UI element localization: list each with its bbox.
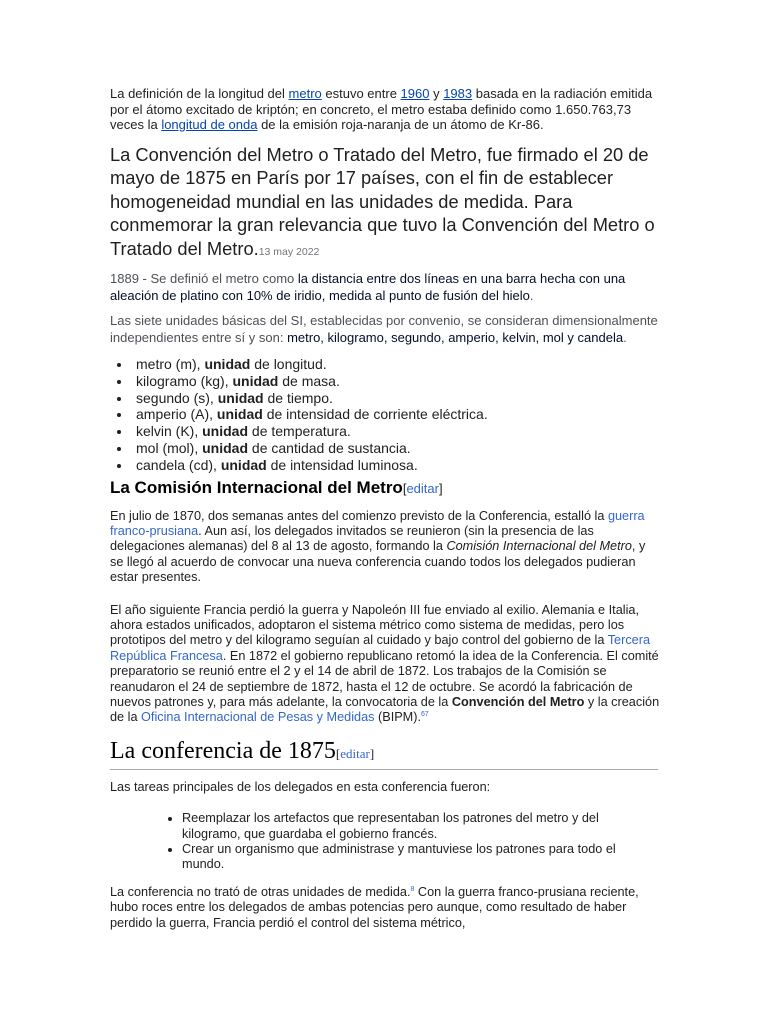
link-1983[interactable]: 1983 [443, 86, 473, 101]
list-item: • kelvin (K), unidad de temperatura. [132, 423, 660, 440]
tasks-list [110, 811, 660, 873]
featured-snippet: La Convención del Metro o Tratado del Metro, fue firmado el 20 de mayo de 1875 en París por 17 países, con el fin de establecer homogeneidad mundial en las unidades de medida. Para conmemorar la gran relevancia que tuvo la Convención del Metro o Tratado del Metro.13 may 2022 [110, 143, 655, 259]
highlighted-text: metro, kilogramo, segundo, amperio, kelvin, mol y candela [287, 329, 624, 345]
list-item: • amperio (A), unidad de intensidad de corriente eléctrica. [132, 406, 660, 423]
paragraph-1889: 1889 - Se definió el metro como la distancia entre dos líneas en una barra hecha con una aleación de platino con 10% de iridio, medida al punto de fusión del hielo. [110, 271, 626, 303]
edit-link[interactable]: editar [340, 745, 370, 761]
snippet-date: 13 may 2022 [258, 245, 320, 258]
link-1960[interactable]: 1960 [400, 86, 430, 101]
link-bipm[interactable]: Oficina Internacional de Pesas y Medidas [141, 710, 375, 725]
intro-paragraph: La definición de la longitud del metro estuvo entre 1960 y 1983 basada en la radiación emitida por el átomo excitado de kriptón; en concreto, el metro estaba definido como 1.650.763,73 veces la longitud de onda de la emisión roja-naranja de un átomo de Kr-86. [110, 86, 653, 132]
list-item: • metro (m), unidad de longitud. [132, 356, 660, 373]
list-item: • Crear un organismo que administrase y mantuviese los patrones para todo el mundo. [182, 842, 660, 873]
document-page [110, 86, 660, 931]
citation-ref[interactable]: 8 [410, 885, 415, 893]
link-metro[interactable]: metro [288, 86, 322, 101]
paragraph-conferencia: La conferencia no trató de otras unidades de medida.$^8$ Con la guerra franco-prusiana reciente, hubo roces entre los delegados de ambas potencias pero aunque, como resultado de haber perdido la guerra, Francia perdió el control del sistema métrico, [110, 884, 639, 930]
section-heading-conferencia: La conferencia de 1875[editar] [110, 737, 658, 770]
link-longitud-de-onda[interactable]: longitud de onda [161, 117, 258, 132]
highlighted-text: la distancia entre dos líneas en una barra hecha con una aleación de platino con 10% de iridio, medida al punto de fusión del hielo [110, 271, 626, 303]
paragraph-comision-1: En julio de 1870, dos semanas antes del comienzo previsto de la Conferencia, estalló la guerra franco-prusiana. Aun así, los delegados invitados se reunieron (sin la presencia de las delegaciones alemanas) del 8 al 13 de agosto, formando la Comisión Internacional del Metro, y se llegó al acuerdo de convocar una nueva conferencia cuando todos los delegados pudieran estar presentes. [110, 508, 646, 585]
citation-ref[interactable]: 67 [421, 711, 429, 719]
list-item: • mol (mol), unidad de cantidad de sustancia. [132, 440, 660, 457]
paragraph-tareas: Las tareas principales de los delegados en esta conferencia fueron: [110, 779, 491, 794]
link-guerra-franco-prusiana[interactable]: guerra franco-prusiana [110, 508, 645, 538]
link-tercera-republica[interactable]: Tercera República Francesa [110, 633, 651, 663]
list-item: • Reemplazar los artefactos que representaban los patrones del metro y del kilogramo, que guardaba el gobierno francés. [182, 811, 660, 842]
edit-link[interactable]: editar [406, 480, 439, 496]
si-units-list [110, 356, 660, 474]
list-item: • kilogramo (kg), unidad de masa. [132, 373, 660, 390]
paragraph-si-units: Las siete unidades básicas del SI, establecidas por convenio, se consideran dimensionalmente independientes entre sí y son: metro, kilogramo, segundo, amperio, kelvin, mol y candela. [110, 313, 658, 345]
list-item: • candela (cd), unidad de intensidad luminosa. [132, 457, 660, 474]
list-item: • segundo (s), unidad de tiempo. [132, 390, 660, 407]
paragraph-comision-2: El año siguiente Francia perdió la guerra y Napoleón III fue enviado al exilio. Alemania e Italia, ahora estados unificados, adoptaron el sistema métrico como sistema de medidas, pero los prototipos del metro y del kilogramo seguían al cuidado y bajo control del gobierno de la Tercera República Francesa. En 1872 el gobierno republicano retomó la idea de la Conferencia. El comité preparatorio se reunió entre el 2 y el 14 de abril de 1872. Los trabajos de la Comisión se reanudaron el 24 de septiembre de 1872, hasta el 12 de octubre. Se acordó la fabricación de nuevos patrones y, para más adelante, la convocatoria de la Convención del Metro y la creación de la Oficina Internacional de Pesas y Medidas (BIPM).$^{67}$ [110, 602, 660, 725]
section-heading-comision: La Comisión Internacional del Metro[editar] [110, 477, 443, 497]
edit-section-link: [editar] [402, 480, 443, 496]
edit-section-link: [editar] [335, 745, 375, 761]
